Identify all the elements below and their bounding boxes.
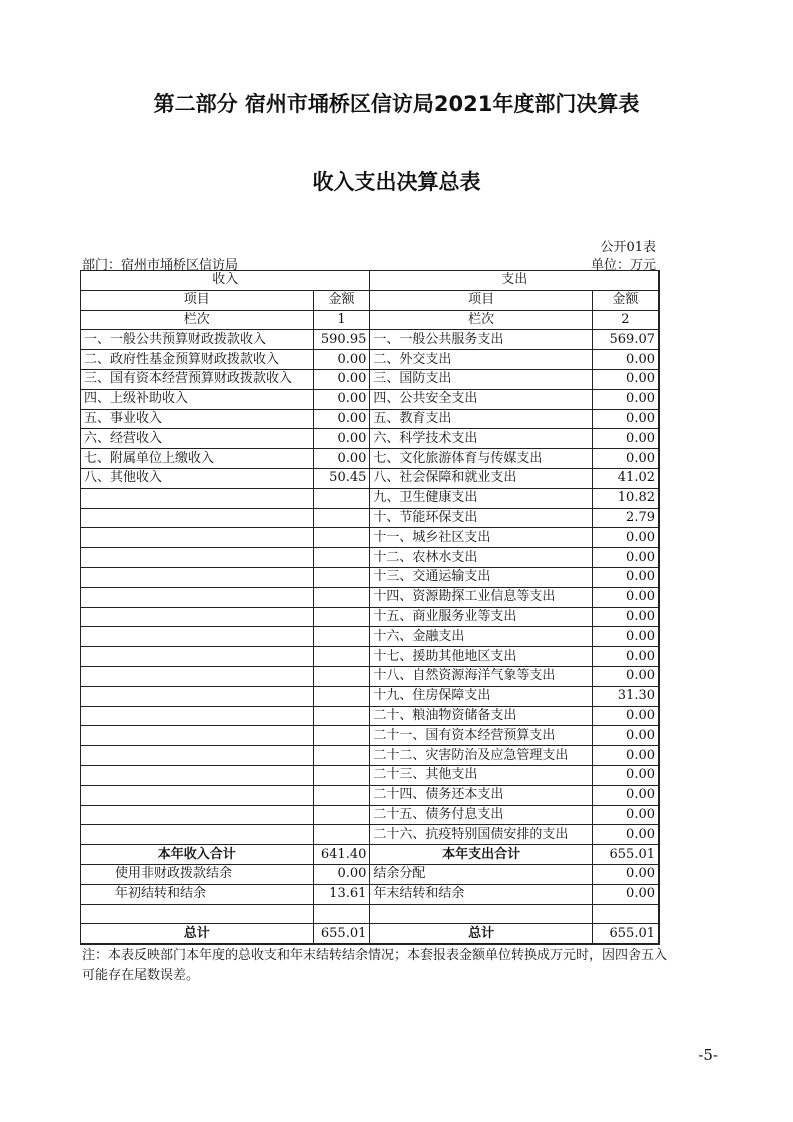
income-expense-table (80, 270, 660, 945)
subtotal-row (81, 845, 660, 865)
expense-amount: 0.00 (592, 449, 659, 469)
income-item: 年初结转和结余 (81, 884, 314, 904)
income-item: 使用非财政拨款结余 (81, 864, 314, 884)
income-item-header: 项目 (81, 290, 314, 310)
table-row (81, 706, 660, 726)
table-row (81, 369, 660, 389)
income-item (81, 726, 314, 746)
expense-amount: 0.00 (592, 369, 659, 389)
table-row (81, 567, 660, 587)
income-amount (313, 567, 370, 587)
expense-amount: 0.00 (592, 884, 659, 904)
income-item (81, 607, 314, 627)
column-header-row (81, 290, 660, 310)
expense-item: 二十三、其他支出 (370, 765, 592, 785)
table-row (81, 686, 660, 706)
col-no-label: 栏次 (81, 310, 314, 330)
income-amount (313, 627, 370, 647)
income-amount-header: 金额 (313, 290, 370, 310)
expense-amount: 0.00 (592, 765, 659, 785)
income-item (81, 765, 314, 785)
total-row (81, 924, 660, 944)
income-item: 五、事业收入 (81, 409, 314, 429)
expense-amount: 0.00 (592, 627, 659, 647)
expense-item: 十二、农林水支出 (370, 548, 592, 568)
income-amount (313, 765, 370, 785)
expense-amount: 0.00 (592, 864, 659, 884)
income-amount (313, 607, 370, 627)
expense-item: 一、一般公共服务支出 (370, 330, 592, 350)
income-amount: 0.00 (313, 389, 370, 409)
unit-label: 单位：万元 (590, 258, 656, 273)
expense-item: 十三、交通运输支出 (370, 567, 592, 587)
expense-header: 支出 (370, 271, 659, 291)
income-amount: 0.00 (313, 864, 370, 884)
col-2: 2 (592, 310, 659, 330)
expense-item: 三、国防支出 (370, 369, 592, 389)
expense-amount: 0.00 (592, 706, 659, 726)
expense-item: 二十四、债务还本支出 (370, 785, 592, 805)
expense-amount: 0.00 (592, 409, 659, 429)
income-amount: 0.00 (313, 449, 370, 469)
expense-amount: 0.00 (592, 587, 659, 607)
income-amount (313, 528, 370, 548)
income-item (81, 567, 314, 587)
income-item: 四、上级补助收入 (81, 389, 314, 409)
income-amount: 13.61 (313, 884, 370, 904)
income-amount: 50.45 (313, 468, 370, 488)
expense-amount: 0.00 (592, 726, 659, 746)
expense-amount: 0.00 (592, 805, 659, 825)
table-row (81, 884, 660, 904)
income-amount: 0.00 (313, 409, 370, 429)
expense-item: 四、公共安全支出 (370, 389, 592, 409)
income-item: 三、国有资本经营预算财政拨款收入 (81, 369, 314, 389)
section-header-row (81, 271, 660, 291)
expense-amount: 0.00 (592, 746, 659, 766)
expense-amount: 2.79 (592, 508, 659, 528)
income-amount (313, 726, 370, 746)
income-item (81, 666, 314, 686)
expense-item: 二十一、国有资本经营预算支出 (370, 726, 592, 746)
income-amount (313, 785, 370, 805)
income-item (81, 488, 314, 508)
income-item (81, 785, 314, 805)
expense-item: 结余分配 (370, 864, 592, 884)
expense-item-header: 项目 (370, 290, 592, 310)
income-amount: 655.01 (313, 924, 370, 944)
form-number: 公开01表 (600, 240, 656, 255)
table-row (81, 785, 660, 805)
expense-item: 六、科学技术支出 (370, 429, 592, 449)
table-row (81, 765, 660, 785)
income-item (81, 548, 314, 568)
expense-item: 八、社会保障和就业支出 (370, 468, 592, 488)
col-no-label: 栏次 (370, 310, 592, 330)
income-item: 总计 (81, 924, 314, 944)
expense-amount (592, 904, 659, 924)
expense-item: 十七、援助其他地区支出 (370, 647, 592, 667)
income-amount (313, 805, 370, 825)
expense-item: 十、节能环保支出 (370, 508, 592, 528)
income-item: 七、附属单位上缴收入 (81, 449, 314, 469)
table-row (81, 904, 660, 924)
table-row (81, 746, 660, 766)
table-row (81, 864, 660, 884)
expense-amount: 0.00 (592, 607, 659, 627)
page-number: -5- (698, 1046, 718, 1064)
income-amount: 0.00 (313, 350, 370, 370)
expense-item: 年末结转和结余 (370, 884, 592, 904)
income-amount: 0.00 (313, 369, 370, 389)
expense-amount: 31.30 (592, 686, 659, 706)
col-1: 1 (313, 310, 370, 330)
income-item: 六、经营收入 (81, 429, 314, 449)
expense-item: 二十五、债务付息支出 (370, 805, 592, 825)
expense-amount: 655.01 (592, 924, 659, 944)
expense-item: 十五、商业服务业等支出 (370, 607, 592, 627)
income-item (81, 686, 314, 706)
table-title: 收入支出决算总表 (312, 170, 481, 194)
expense-amount: 0.00 (592, 389, 659, 409)
expense-amount: 0.00 (592, 528, 659, 548)
expense-item: 二十二、灾害防治及应急管理支出 (370, 746, 592, 766)
expense-item: 十八、自然资源海洋气象等支出 (370, 666, 592, 686)
expense-amount: 0.00 (592, 666, 659, 686)
income-item (81, 805, 314, 825)
income-header: 收入 (81, 271, 370, 291)
expense-amount: 0.00 (592, 429, 659, 449)
table-row (81, 548, 660, 568)
expense-amount: 569.07 (592, 330, 659, 350)
income-item: 本年收入合计 (81, 845, 314, 865)
expense-amount: 0.00 (592, 785, 659, 805)
table-row (81, 627, 660, 647)
income-amount (313, 587, 370, 607)
expense-amount: 41.02 (592, 468, 659, 488)
expense-item: 十九、住房保障支出 (370, 686, 592, 706)
expense-item: 九、卫生健康支出 (370, 488, 592, 508)
income-item (81, 647, 314, 667)
expense-item: 二十、粮油物资储备支出 (370, 706, 592, 726)
table-row (81, 607, 660, 627)
table-row (81, 805, 660, 825)
income-item (81, 627, 314, 647)
table-row (81, 468, 660, 488)
table-row (81, 389, 660, 409)
expense-amount: 0.00 (592, 567, 659, 587)
expense-amount: 10.82 (592, 488, 659, 508)
income-item (81, 508, 314, 528)
income-item (81, 587, 314, 607)
expense-item: 十一、城乡社区支出 (370, 528, 592, 548)
income-item: 二、政府性基金预算财政拨款收入 (81, 350, 314, 370)
expense-item: 七、文化旅游体育与传媒支出 (370, 449, 592, 469)
table-row (81, 528, 660, 548)
expense-amount: 655.01 (592, 845, 659, 865)
document-title: 第二部分 宿州市埇桥区信访局2021年度部门决算表 (153, 92, 640, 116)
income-amount (313, 746, 370, 766)
expense-amount: 0.00 (592, 825, 659, 845)
table-row (81, 508, 660, 528)
expense-item: 二十六、抗疫特别国债安排的支出 (370, 825, 592, 845)
expense-amount: 0.00 (592, 647, 659, 667)
table-row (81, 666, 660, 686)
expense-item: 本年支出合计 (370, 845, 592, 865)
expense-item (370, 904, 592, 924)
table-row (81, 449, 660, 469)
table-row (81, 488, 660, 508)
income-amount (313, 904, 370, 924)
income-amount: 0.00 (313, 429, 370, 449)
table-row (81, 726, 660, 746)
table-row (81, 330, 660, 350)
expense-amount: 0.00 (592, 350, 659, 370)
table-row (81, 350, 660, 370)
department-label: 部门：宿州市埇桥区信访局 (82, 258, 239, 273)
table-row (81, 409, 660, 429)
income-item (81, 825, 314, 845)
table-row (81, 587, 660, 607)
income-amount (313, 666, 370, 686)
income-item: 一、一般公共预算财政拨款收入 (81, 330, 314, 350)
income-item (81, 528, 314, 548)
income-amount: 590.95 (313, 330, 370, 350)
expense-amount-header: 金额 (592, 290, 659, 310)
income-amount: 641.40 (313, 845, 370, 865)
expense-item: 总计 (370, 924, 592, 944)
income-item (81, 706, 314, 726)
income-amount (313, 548, 370, 568)
income-amount (313, 686, 370, 706)
income-amount (313, 508, 370, 528)
footnote: 注：本表反映部门本年度的总收支和年末结转结余情况；本套报表金额单位转换成万元时，因四舍五入可能存在尾数误差。 (82, 948, 668, 983)
expense-item: 五、教育支出 (370, 409, 592, 429)
income-amount (313, 488, 370, 508)
expense-item: 二、外交支出 (370, 350, 592, 370)
income-item (81, 746, 314, 766)
table-row (81, 825, 660, 845)
table-row (81, 429, 660, 449)
table-row (81, 647, 660, 667)
income-amount (313, 825, 370, 845)
income-amount (313, 706, 370, 726)
income-amount (313, 647, 370, 667)
column-number-row (81, 310, 660, 330)
income-item: 八、其他收入 (81, 468, 314, 488)
expense-item: 十六、金融支出 (370, 627, 592, 647)
expense-item: 十四、资源勘探工业信息等支出 (370, 587, 592, 607)
income-item (81, 904, 314, 924)
expense-amount: 0.00 (592, 548, 659, 568)
